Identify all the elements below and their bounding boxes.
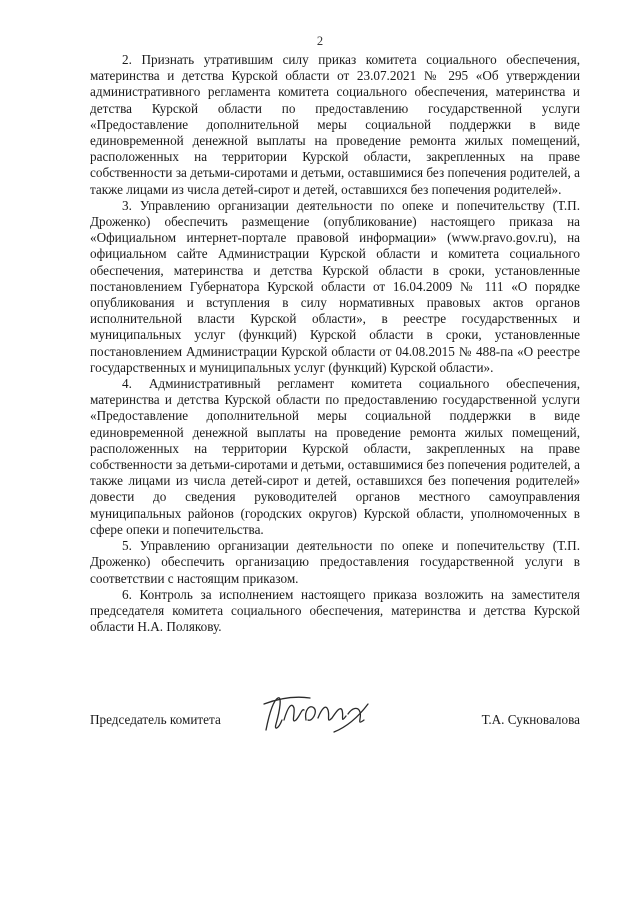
paragraph-3: 3. Управлению организации деятельности по опеке и попечительству (Т.П. Дроженко) обеспечить размещение (опубликование) настоящего приказа на «Официальном интернет-портале правовой информации» (www.pravo.gov.ru), на официальном сайте Администрации Курской области и комитета социального обеспечения, материнства и детства Курской области в сроки, установленные постановлением Губернатора Курской области от 16.04.2009 № 111 «О порядке опубликования и вступления в силу нормативных правовых актов органов исполнительной власти Курской области», в реестре государственных и муниципальных услуг (функций) Курской области в сроки, установленные постановлением Администрации Курской области от 04.08.2015 № 488-па «О реестре государственных и муниципальных услуг (функций) Курской области». <box>90 197 580 375</box>
signature-block <box>90 700 580 750</box>
signatory-position: Председатель комитета <box>90 712 221 727</box>
handwritten-signature <box>260 690 380 740</box>
paragraph-4: 4. Административный регламент комитета социального обеспечения, материнства и детства Курской области по предоставлению государственной услуги «Предоставление дополнительной меры социальной поддержки в виде единовременной денежной выплаты на проведение ремонта жилых помещений, расположенных на территории Курской области, закрепленных на праве собственности за детьми-сиротами и детьми, оставшимися без попечения родителей, а также лицами из числа детей-сирот и детей, оставшихся без попечения родителей» довести до сведения руководителей органов местного самоуправления муниципальных районов (городских округов) Курской области, уполномоченных в сфере опеки и попечительства. <box>90 376 580 537</box>
signatory-name: Т.А. Сукновалова <box>481 712 580 727</box>
page-number: 2 <box>316 34 324 48</box>
paragraph-2: 2. Признать утратившим силу приказ комитета социального обеспечения, материнства и детства Курской области от 23.07.2021 № 295 «Об утверждении административного регламента комитета социального обеспечения, материнства и детства Курской области по предоставлению государственной услуги «Предоставление дополнительной меры социальной поддержки в виде единовременной денежной выплаты на проведение ремонта жилых помещений, расположенных на территории Курской области, закрепленных на праве собственности за детьми-сиротами и детьми, оставшимися без попечения родителей, а также лицами из числа детей-сирот и детей, оставшихся без попечения родителей». <box>90 52 580 197</box>
paragraph-6: 6. Контроль за исполнением настоящего приказа возложить на заместителя председателя комитета социального обеспечения, материнства и детства Курской области Н.А. Полякову. <box>90 586 580 635</box>
document-body <box>90 52 580 635</box>
paragraph-5: 5. Управлению организации деятельности по опеке и попечительству (Т.П. Дроженко) обеспечить организацию предоставления государственной услуги в соответствии с настоящим приказом. <box>90 538 580 586</box>
